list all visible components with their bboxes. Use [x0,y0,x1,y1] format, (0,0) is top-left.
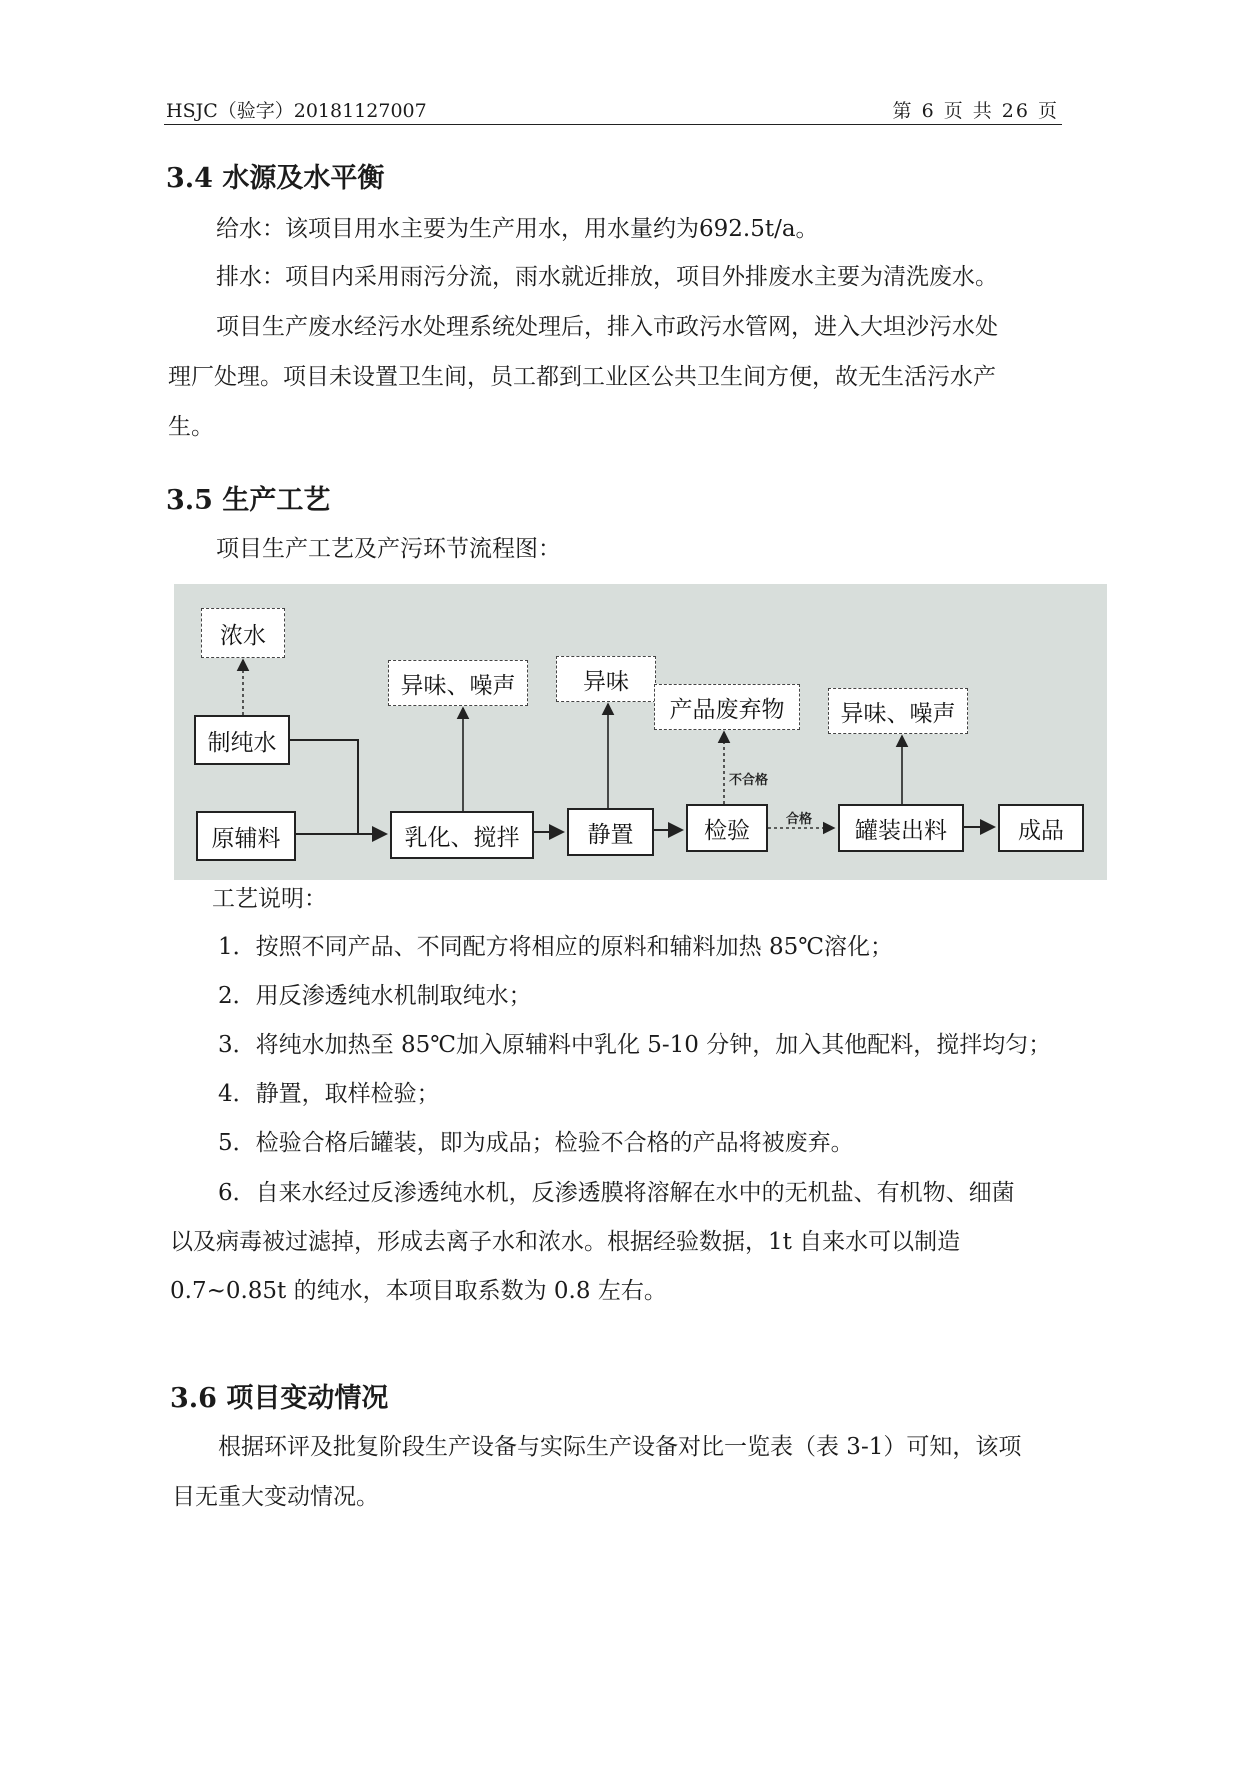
note-item: 1．按照不同产品、不同配方将相应的原料和辅料加热 85℃溶化； [218,934,893,960]
box-ruhua: 乳化、搅拌 [390,811,534,859]
box-zhichunshui: 制纯水 [194,715,290,765]
box-yuanfuliao: 原辅料 [196,811,296,861]
note-item: 2．用反渗透纯水机制取纯水； [218,983,532,1009]
note-item: 6．自来水经过反渗透纯水机，反渗透膜将溶解在水中的无机盐、有机物、细菌 [218,1180,1015,1206]
box-jianyan: 检验 [686,804,768,852]
notes-title: 工艺说明： [212,886,327,912]
paragraph: 根据环评及批复阶段生产设备与实际生产设备对比一览表（表 3-1）可知，该项 [218,1434,1022,1460]
paragraph: 排水：项目内采用雨污分流，雨水就近排放，项目外排废水主要为清洗废水。 [216,264,998,290]
box-yiwei-zaosheng-2: 异味、噪声 [828,688,968,734]
paragraph: 项目生产工艺及产污环节流程图： [216,536,561,562]
paragraph: 理厂处理。项目未设置卫生间，员工都到工业区公共卫生间方便，故无生活污水产 [168,364,996,390]
paragraph: 项目生产废水经污水处理系统处理后，排入市政污水管网，进入大坦沙污水处 [216,314,998,340]
box-chengpin: 成品 [998,804,1084,852]
header-rule [164,124,1062,125]
connector-zhichunshui [290,740,358,834]
paragraph: 给水：该项目用水主要为生产用水，用水量约为692.5t/a。 [216,216,819,242]
box-yiwei-zaosheng-1: 异味、噪声 [388,660,528,706]
page-header-right: 第 6 页 共 26 页 [892,100,1059,122]
label-hege: 合格 [786,812,813,827]
process-flow-diagram [174,584,1107,880]
note-item: 4．静置，取样检验； [218,1081,440,1107]
box-feiqiwu: 产品废弃物 [654,684,800,730]
page-header-left: HSJC（验字）20181127007 [166,100,427,122]
box-nongshui: 浓水 [201,608,285,658]
section-3-5-title: 3.5 生产工艺 [166,485,331,516]
note-item: 5．检验合格后罐装，即为成品；检验不合格的产品将被废弃。 [218,1130,854,1156]
section-3-4-title: 3.4 水源及水平衡 [166,163,385,194]
box-jingzhi: 静置 [567,808,654,856]
label-buhege: 不合格 [729,773,769,788]
box-guanzhuang: 罐装出料 [838,804,964,852]
box-yiwei: 异味 [556,656,656,702]
paragraph: 生。 [168,414,214,440]
note-item: 0.7~0.85t 的纯水，本项目取系数为 0.8 左右。 [170,1278,667,1304]
note-item: 3．将纯水加热至 85℃加入原辅料中乳化 5-10 分钟，加入其他配料，搅拌均匀； [218,1032,1052,1058]
paragraph: 目无重大变动情况。 [172,1484,379,1510]
note-item: 以及病毒被过滤掉，形成去离子水和浓水。根据经验数据，1t 自来水可以制造 [170,1229,961,1255]
section-3-6-title: 3.6 项目变动情况 [170,1383,389,1414]
